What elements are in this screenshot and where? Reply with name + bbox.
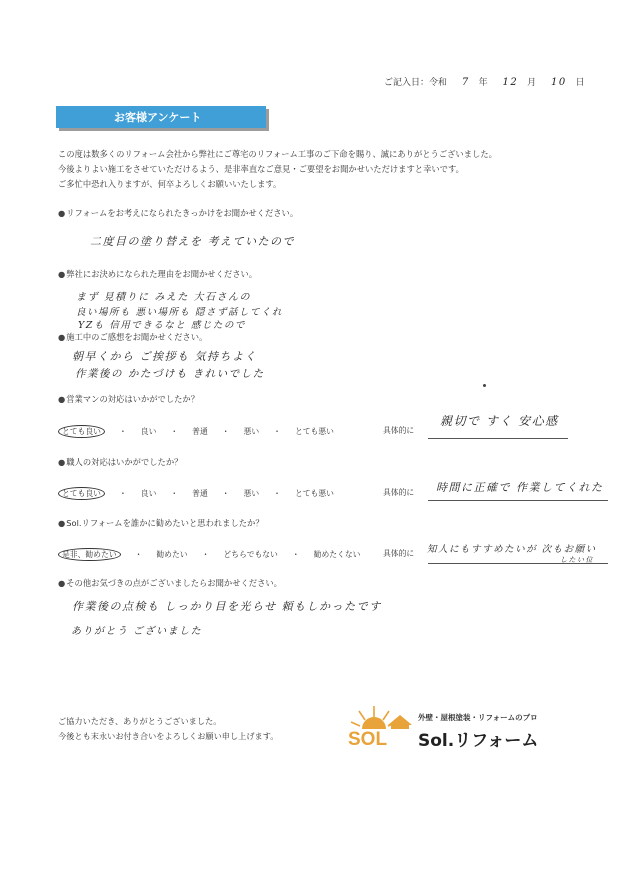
answer-5: 時間に正確で 作業してくれた [436,481,604,494]
rating-options-5: とても良い ・ 良い ・ 普通 ・ 悪い ・ とても悪い [62,487,334,500]
answer-4: 親切で すく 安心感 [440,414,559,428]
rating-options-4: とても良い ・ 良い ・ 普通 ・ 悪い ・ とても悪い [62,425,334,438]
option[interactable]: 普通 [192,427,208,436]
option[interactable]: 良い [140,489,157,498]
option[interactable]: 悪い [243,489,260,498]
intro-line: 今後よりよい施工をさせていただけるよう、是非率直なご意見・ご要望をお聞かせいただけますと幸いです。 [58,164,464,174]
sol-logo-icon [348,703,412,751]
question-5 [58,456,182,468]
question-4 [58,393,199,405]
question-6 [58,517,264,529]
question-3 [58,331,207,343]
bullet-icon: ● [58,457,66,467]
answer-7-line: 作業後の点検も しっかり目を光らせ 頼もしかったです [72,600,382,613]
option[interactable]: どちらでもない [223,550,278,559]
answer-3-line: 朝早くから ご挨拶も 気持ちよく [72,350,257,363]
answer-7-line: ありがとう ございました [71,626,203,637]
option[interactable]: 良い [140,427,157,436]
option-selected[interactable]: とても良い [58,487,105,500]
question-3-text: 施工中のご感想をお聞かせください。 [66,332,208,342]
date-label: ご記入日：令和 [384,78,448,88]
question-2-text: 弊社にお決めになられた理由をお聞かせください。 [66,269,258,279]
date-month-unit: 月 [527,78,537,88]
page-title: お客様アンケート [56,106,266,128]
answer-6-extra: したい位 [560,556,594,564]
question-6-text: Sol.リフォームを誰かに勧めたいと思われましたか？ [66,518,264,528]
question-7 [58,577,282,589]
question-1-text: リフォームをお考えになられたきっかけをお聞かせください。 [66,208,299,218]
option-selected[interactable]: とても良い [58,425,105,438]
concrete-label: 具体的に [383,549,415,558]
question-5-text: 職人の対応はいかがでしたか？ [66,457,183,467]
option[interactable]: とても悪い [294,427,334,436]
intro-line: ご多忙中恐れ入りますが、何卒よろしくお願いいたします。 [58,179,282,189]
intro-text [58,147,497,192]
date-year: 7 [461,77,470,88]
option[interactable]: 普通 [192,489,208,498]
bullet-icon: ● [58,578,66,588]
logo-name: Sol.リフォーム [418,731,539,751]
bullet-icon: ● [58,518,66,528]
answer-1: 二度目の塗り替えを 考えていたので [90,235,295,248]
rating-options-6: 是非、勧めたい ・ 勧めたい ・ どちらでもない ・ 勧めたくない [62,548,360,561]
thanks-line: ご協力いただき、ありがとうございました。 [58,716,222,726]
date-month: 12 [502,77,519,88]
question-7-text: その他お気づきの点がございましたらお聞かせください。 [66,578,282,588]
date-day-unit: 日 [575,78,585,88]
bullet-icon: ● [58,269,66,279]
concrete-label: 具体的に [383,488,415,497]
question-4-text: 営業マンの対応はいかがでしたか？ [66,394,200,404]
answer-6: 知人にもすすめたいが 次もお願い [427,544,597,555]
answer-2-line: まず 見積りに みえた 大石さんの [76,292,252,303]
answer-3-line: 作業後の かたづけも きれいでした [75,368,265,380]
date-day: 10 [551,77,567,88]
option[interactable]: とても悪い [294,489,334,498]
thanks-line: 今後とも末永いお付き合いをよろしくお願い申し上げます。 [58,731,279,741]
option[interactable]: 勧めたくない [313,550,361,559]
bullet-icon: ● [58,208,66,218]
bullet-icon: ● [58,332,66,342]
logo-tagline: 外壁・屋根塗装・リフォームのプロ [418,713,538,722]
option[interactable]: 悪い [243,427,260,436]
date-year-unit: 年 [478,78,488,88]
answer-2-line: 良い場所も 悪い場所も 隠さず話してくれ [76,307,284,318]
ink-dot [483,384,486,387]
intro-line: この度は数多くのリフォーム会社から弊社にご尊宅のリフォーム工事のご下命を賜り、誠にありがとうございました。 [58,149,497,159]
bullet-icon: ● [58,394,66,404]
option-selected[interactable]: 是非、勧めたい [58,548,121,561]
option[interactable]: 勧めたい [156,550,188,559]
question-2 [58,268,257,280]
answer-2-line: YZも 信用できるなと 感じたので [78,320,246,331]
logo-mark-text: SOL [348,729,388,747]
concrete-label: 具体的に [383,426,415,435]
thanks-text [58,714,278,744]
question-1 [58,207,298,219]
fill-in-date [384,75,585,88]
